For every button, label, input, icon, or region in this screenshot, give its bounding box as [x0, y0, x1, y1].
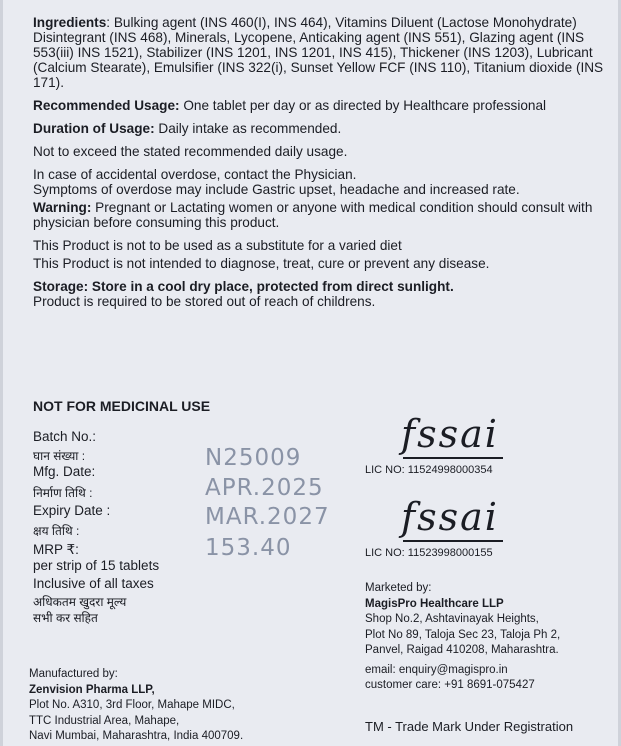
manufactured-by-block	[29, 667, 243, 745]
duration-usage-heading: Duration of Usage:	[33, 121, 155, 136]
warning-heading: Warning:	[33, 200, 92, 215]
manufacturer-address-2: TTC Industrial Area, Mahape,	[29, 714, 180, 727]
marketed-company: MagisPro Healthcare LLP	[365, 597, 504, 610]
ingredients-heading: Ingredients	[33, 15, 107, 30]
mrp-hindi-2: सभी कर सहित	[33, 611, 98, 625]
marketed-address-3: Panvel, Raigad 410208, Maharashtra.	[365, 644, 559, 656]
warning-paragraph	[33, 200, 608, 230]
duration-usage-paragraph	[33, 121, 608, 136]
recommended-usage-text: One tablet per day or as directed by Healthcare professional	[179, 98, 547, 113]
storage-text: Product is required to be stored out of reach of childrens.	[33, 294, 376, 309]
mfg-date-label: Mfg. Date:	[33, 464, 96, 479]
overdose-text-2: Symptoms of overdose may include Gastric upset, headache and increased rate.	[33, 182, 520, 197]
overdose-text-1: In case of accidental overdose, contact the Physician.	[33, 167, 357, 182]
manufactured-by-label: Manufactured by:	[29, 668, 118, 680]
fssai-lic-2: LIC NO: 11523998000155	[365, 547, 493, 559]
recommended-usage-heading: Recommended Usage:	[33, 98, 180, 113]
not-exceed-text: Not to exceed the stated recommended daily usage.	[33, 144, 348, 159]
label-text-block	[33, 15, 608, 309]
fssai-lic-1: LIC NO: 11524998000354	[365, 464, 493, 476]
mrp-hindi-1: अधिकतम खुदरा मूल्य	[33, 595, 127, 609]
per-strip-text: per strip of 15 tablets	[33, 558, 160, 573]
marketed-address-1: Shop No.2, Ashtavinayak Heights,	[365, 613, 539, 625]
marketed-by-label: Marketed by:	[365, 582, 432, 594]
manufacturer-address-3: Navi Mumbai, Maharashtra, India 400709.	[29, 730, 244, 742]
marketed-customer-care: customer care: +91 8691-075427	[365, 679, 535, 691]
storage-paragraph	[33, 279, 608, 294]
mrp-value: 153.40	[205, 535, 292, 561]
marketed-address-2: Plot No 89, Taloja Sec 23, Taloja Ph 2,	[365, 628, 561, 641]
storage-heading: Storage: Store in a cool dry place, protected from direct sunlight.	[33, 279, 454, 294]
fssai-logo-1: fssai	[401, 412, 499, 456]
manufacturer-company: Zenvision Pharma LLP,	[29, 683, 155, 696]
ingredients-text: : Bulking agent (INS 460(I), INS 464), Vitamins Diluent (Lactose Monohydrate) Disintegrant (INS 468), Minerals, Lycopene, Anticaking agent (INS 551), Glazing agent (INS 553(iii) INS 1521), Stabilizer (INS 1201, INS 1201, INS 415), Thickener (INS 1203), Lubricant (Calcium Stearate), Emulsifier (INS 322(i), Sunset Yellow FCF (INS 110), Titanium dioxide (INS 171).	[33, 15, 604, 90]
fssai-underline-1	[403, 457, 503, 459]
fssai-underline-2	[403, 540, 503, 542]
not-intended-text: This Product is not intended to diagnose, treat, cure or prevent any disease.	[33, 256, 490, 271]
ingredients-paragraph	[33, 15, 608, 90]
warning-text: Pregnant or Lactating women or anyone with medical condition should consult with physician before consuming this product.	[33, 200, 593, 230]
substitute-text: This Product is not to be used as a substitute for a varied diet	[33, 238, 402, 253]
recommended-usage-paragraph	[33, 98, 608, 113]
batch-value: N25009	[205, 445, 302, 471]
mrp-label: MRP ₹:	[33, 542, 79, 557]
duration-usage-text: Daily intake as recommended.	[154, 121, 342, 136]
batch-label: Batch No.:	[33, 429, 97, 444]
expiry-value: MAR.2027	[205, 504, 330, 530]
marketed-email: email: enquiry@magispro.in	[365, 663, 508, 676]
manufacturer-address-1: Plot No. A310, 3rd Floor, Mahape MIDC,	[29, 699, 235, 711]
expiry-hindi-label: क्षय तिथि :	[33, 524, 80, 538]
mfg-date-hindi-label: निर्माण तिथि :	[33, 486, 93, 500]
expiry-label: Expiry Date :	[33, 503, 111, 518]
marketed-by-block	[365, 581, 560, 694]
not-for-medicinal-use: NOT FOR MEDICINAL USE	[33, 398, 211, 414]
fssai-logo-2: fssai	[401, 495, 499, 539]
batch-hindi-label: घान संख्या :	[33, 449, 86, 463]
inclusive-taxes-text: Inclusive of all taxes	[33, 576, 154, 591]
mfg-date-value: APR.2025	[205, 475, 324, 501]
trademark-note: TM - Trade Mark Under Registration	[365, 719, 574, 734]
